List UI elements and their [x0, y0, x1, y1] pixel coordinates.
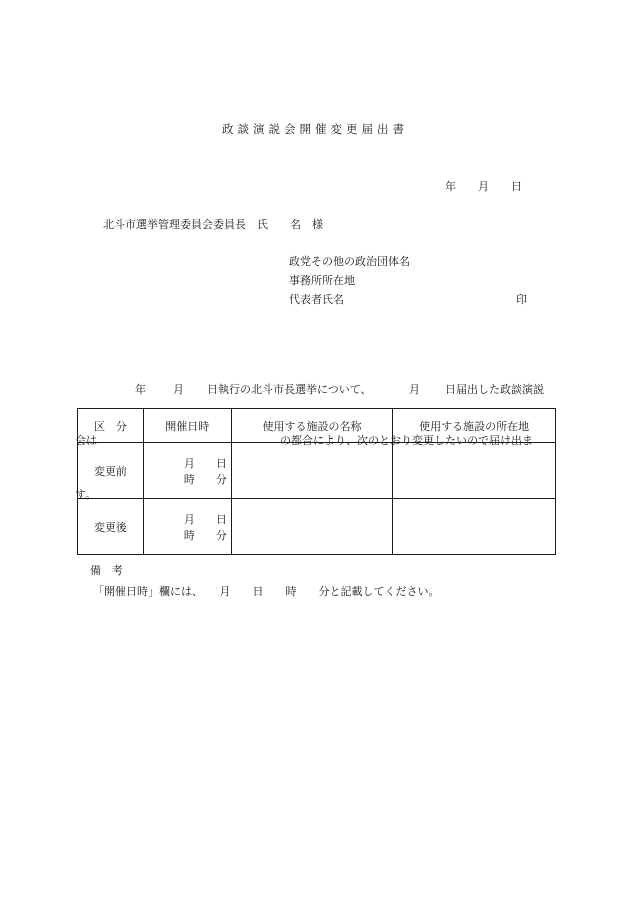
- header-facility-address: 使用する施設の所在地: [393, 409, 556, 443]
- header-category: 区 分: [78, 409, 144, 443]
- addressee: 北斗市選挙管理委員会委員長 氏 名 様: [103, 218, 323, 231]
- facility-address-cell-before[interactable]: [393, 443, 556, 499]
- facility-address-cell-after[interactable]: [393, 499, 556, 555]
- change-table: [77, 408, 556, 555]
- facility-name-cell-before[interactable]: [231, 443, 393, 499]
- body-line-3: す。: [75, 488, 97, 501]
- date-line: 年 月 日: [445, 180, 522, 193]
- org-name-label: 政党その他の政治団体名: [289, 255, 410, 268]
- body-filed-text: 日届出した政談演説: [445, 383, 544, 396]
- body-meeting-text: 会は: [75, 434, 97, 447]
- body-month: 月: [173, 383, 184, 396]
- datetime-minute: 分: [215, 473, 227, 486]
- notes-heading: 備 考: [90, 564, 123, 577]
- representative-name-label: 代表者氏名: [289, 293, 344, 306]
- body-month-2: 月: [409, 383, 420, 396]
- datetime-month: 月: [183, 457, 195, 470]
- datetime-hour: 時: [183, 473, 195, 486]
- facility-name-cell-after[interactable]: [231, 499, 393, 555]
- body-election-text: 日執行の北斗市長選挙について、: [207, 383, 372, 396]
- datetime-day: 日: [215, 513, 227, 526]
- datetime-day: 日: [215, 457, 227, 470]
- row-label-before: 変更前: [78, 443, 144, 499]
- body-line-1: [75, 384, 567, 401]
- page-title: 政談演説会開催変更届出書: [222, 122, 408, 136]
- table-row: [78, 443, 556, 499]
- datetime-hour: 時: [183, 529, 195, 542]
- table-header-row: [78, 409, 556, 443]
- body-reason-text: の都合により、次のとおり変更したいので届け出ま: [280, 434, 533, 447]
- header-facility-name: 使用する施設の名称: [231, 409, 393, 443]
- office-location-label: 事務所所在地: [289, 274, 355, 287]
- table-row: [78, 499, 556, 555]
- datetime-month: 月: [183, 513, 195, 526]
- datetime-minute: 分: [215, 529, 227, 542]
- body-year: 年: [135, 383, 146, 396]
- row-label-after: 変更後: [78, 499, 144, 555]
- notes-text: 「開催日時」欄には、 月 日 時 分と記載してください。: [93, 585, 440, 598]
- datetime-cell-before[interactable]: [143, 443, 231, 499]
- header-datetime: 開催日時: [143, 409, 231, 443]
- datetime-cell-after[interactable]: [143, 499, 231, 555]
- seal-mark: 印: [516, 293, 527, 306]
